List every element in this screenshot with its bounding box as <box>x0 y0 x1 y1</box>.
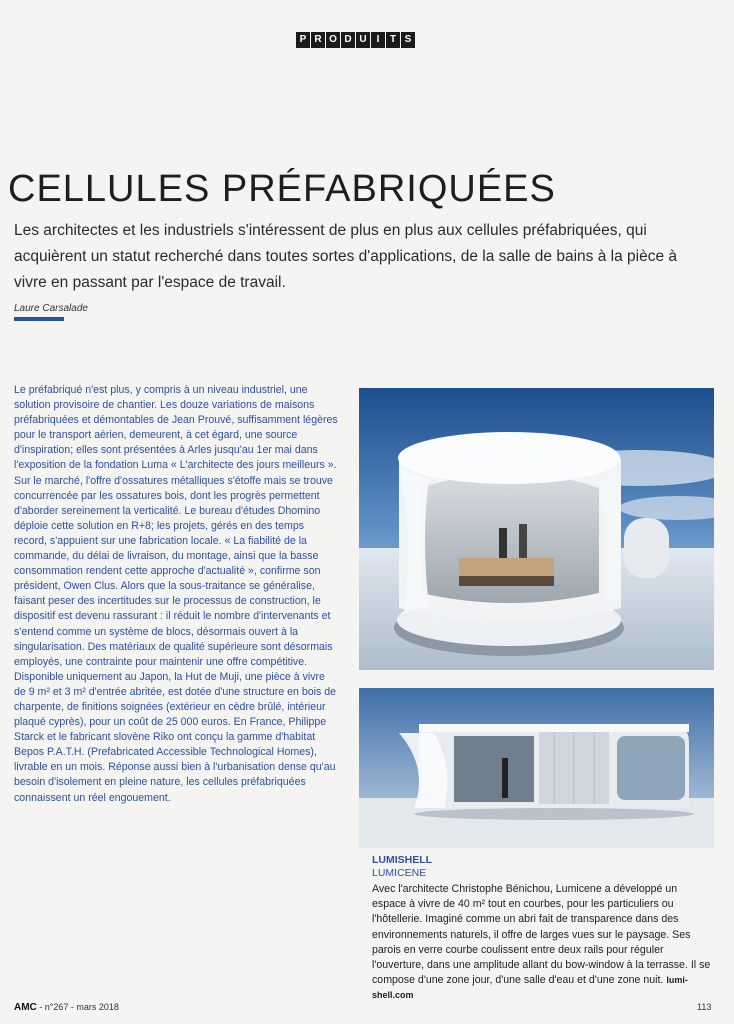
section-letter: R <box>311 32 325 48</box>
page-number: 113 <box>697 1002 712 1012</box>
caption-text <box>372 882 712 1004</box>
photo-caption <box>372 854 712 1004</box>
section-letter: S <box>401 32 415 48</box>
article-title: CELLULES PRÉFABRIQUÉES <box>8 168 556 210</box>
caption-subtitle: LUMICENE <box>372 867 427 879</box>
section-letter: P <box>296 32 310 48</box>
section-letter: T <box>386 32 400 48</box>
caption-title: LUMISHELL <box>372 854 433 866</box>
author-name: Laure Carsalade <box>14 303 88 314</box>
lumishell-photo-exterior-drawing <box>359 688 714 848</box>
section-letter: U <box>356 32 370 48</box>
article-body-column <box>14 383 339 806</box>
caption-url[interactable]: lumi-shell.com <box>372 975 688 1001</box>
footer-issue <box>14 1002 119 1013</box>
section-letter: I <box>371 32 385 48</box>
section-tag <box>296 32 415 48</box>
lumishell-photo-exterior <box>359 688 714 848</box>
author-rule <box>14 317 64 321</box>
article-body: Le préfabriqué n'est plus, y compris à un niveau industriel, une solution provisoire de chantier. Les douze variations de maisons préfabriquées et démontables de Jean Prouvé, suffisamment légères pour le transport aérien, demeurent, à cet égard, une source d'inspiration; elles sont présentées à Arles jusqu'au 1er mai dans l'exposition de la fondation Luma « L'architecte des jours meilleurs ». Sur le marché, l'offre d'ossatures métalliques s'étoffe mais se trouve concurrencée par les ossatures bois, dont les progrès permettent d'aborder sereinement la verticalité. Le bureau d'études Dhomino déploie cette solution en R+8; les projets, gérés en des temps record, s'appuient sur une fabrication locale. « La fiabilité de la commande, du délai de livraison, du montage, ainsi que la basse consommation rendent cette approche d'actualité », confirme son président, Owen Clus. Alors que la sous-traitance se généralise, faisant peser des incertitudes sur le processus de construction, le dispositif est devenu rassurant : il réduit le nombre d'intervenants et s'entend comme un système de blocs, désormais ouvert à la singularisation. Des matériaux de qualité supérieure sont désormais employés, une contrainte pour maintenir une offre compétitive. Disponible uniquement au Japon, la Hut de Muji, une pièce à vivre de 9 m² et 3 m² d'entrée abritée, est dotée d'une structure en bois de charpente, de finitions soignées (extérieur en cèdre brûlé, intérieur plaqué cyprès), pour un coût de 25 000 euros. En France, Philippe Starck et le fabricant slovène Riko ont conçu la gamme d'habitat Bepos P.A.T.H. (Prefabricated Accessible Technological Homes), livrable en un mois. Réponse aussi bien à l'urbanisation dense qu'au besoin d'isolement en pleine nature, les cellules préfabriquées connaissent un réel engouement. <box>14 384 338 804</box>
section-letter: D <box>341 32 355 48</box>
lumishell-photo-interior-drawing <box>359 388 714 670</box>
issue-info: - n°267 - mars 2018 <box>39 1002 119 1012</box>
magazine-name: AMC <box>14 1002 37 1013</box>
caption-body: Avec l'architecte Christophe Bénichou, Lumicene a développé un espace à vivre de 40 m² tout en courbes, pour les particuliers ou l'hôtellerie. Imaginé comme un abri fait de transparence dans des environnements naturels, il offre de larges vues sur le paysage. Ses parois en verre courbe coulissent entre deux rails pour réguler l'ouverture, dans une amplitude allant du bow-window à la terrasse. Il se compose d'une zone jour, d'une salle d'eau et d'une zone nuit. <box>372 883 711 987</box>
section-letter: O <box>326 32 340 48</box>
lumishell-photo-interior <box>359 388 714 670</box>
article-lead: Les architectes et les industriels s'intéressent de plus en plus aux cellules préfabriquées, qui acquièrent un statut recherché dans toutes sortes d'applications, de la salle de bains à la pièce à vivre en passant par l'espace de travail. <box>14 222 677 291</box>
